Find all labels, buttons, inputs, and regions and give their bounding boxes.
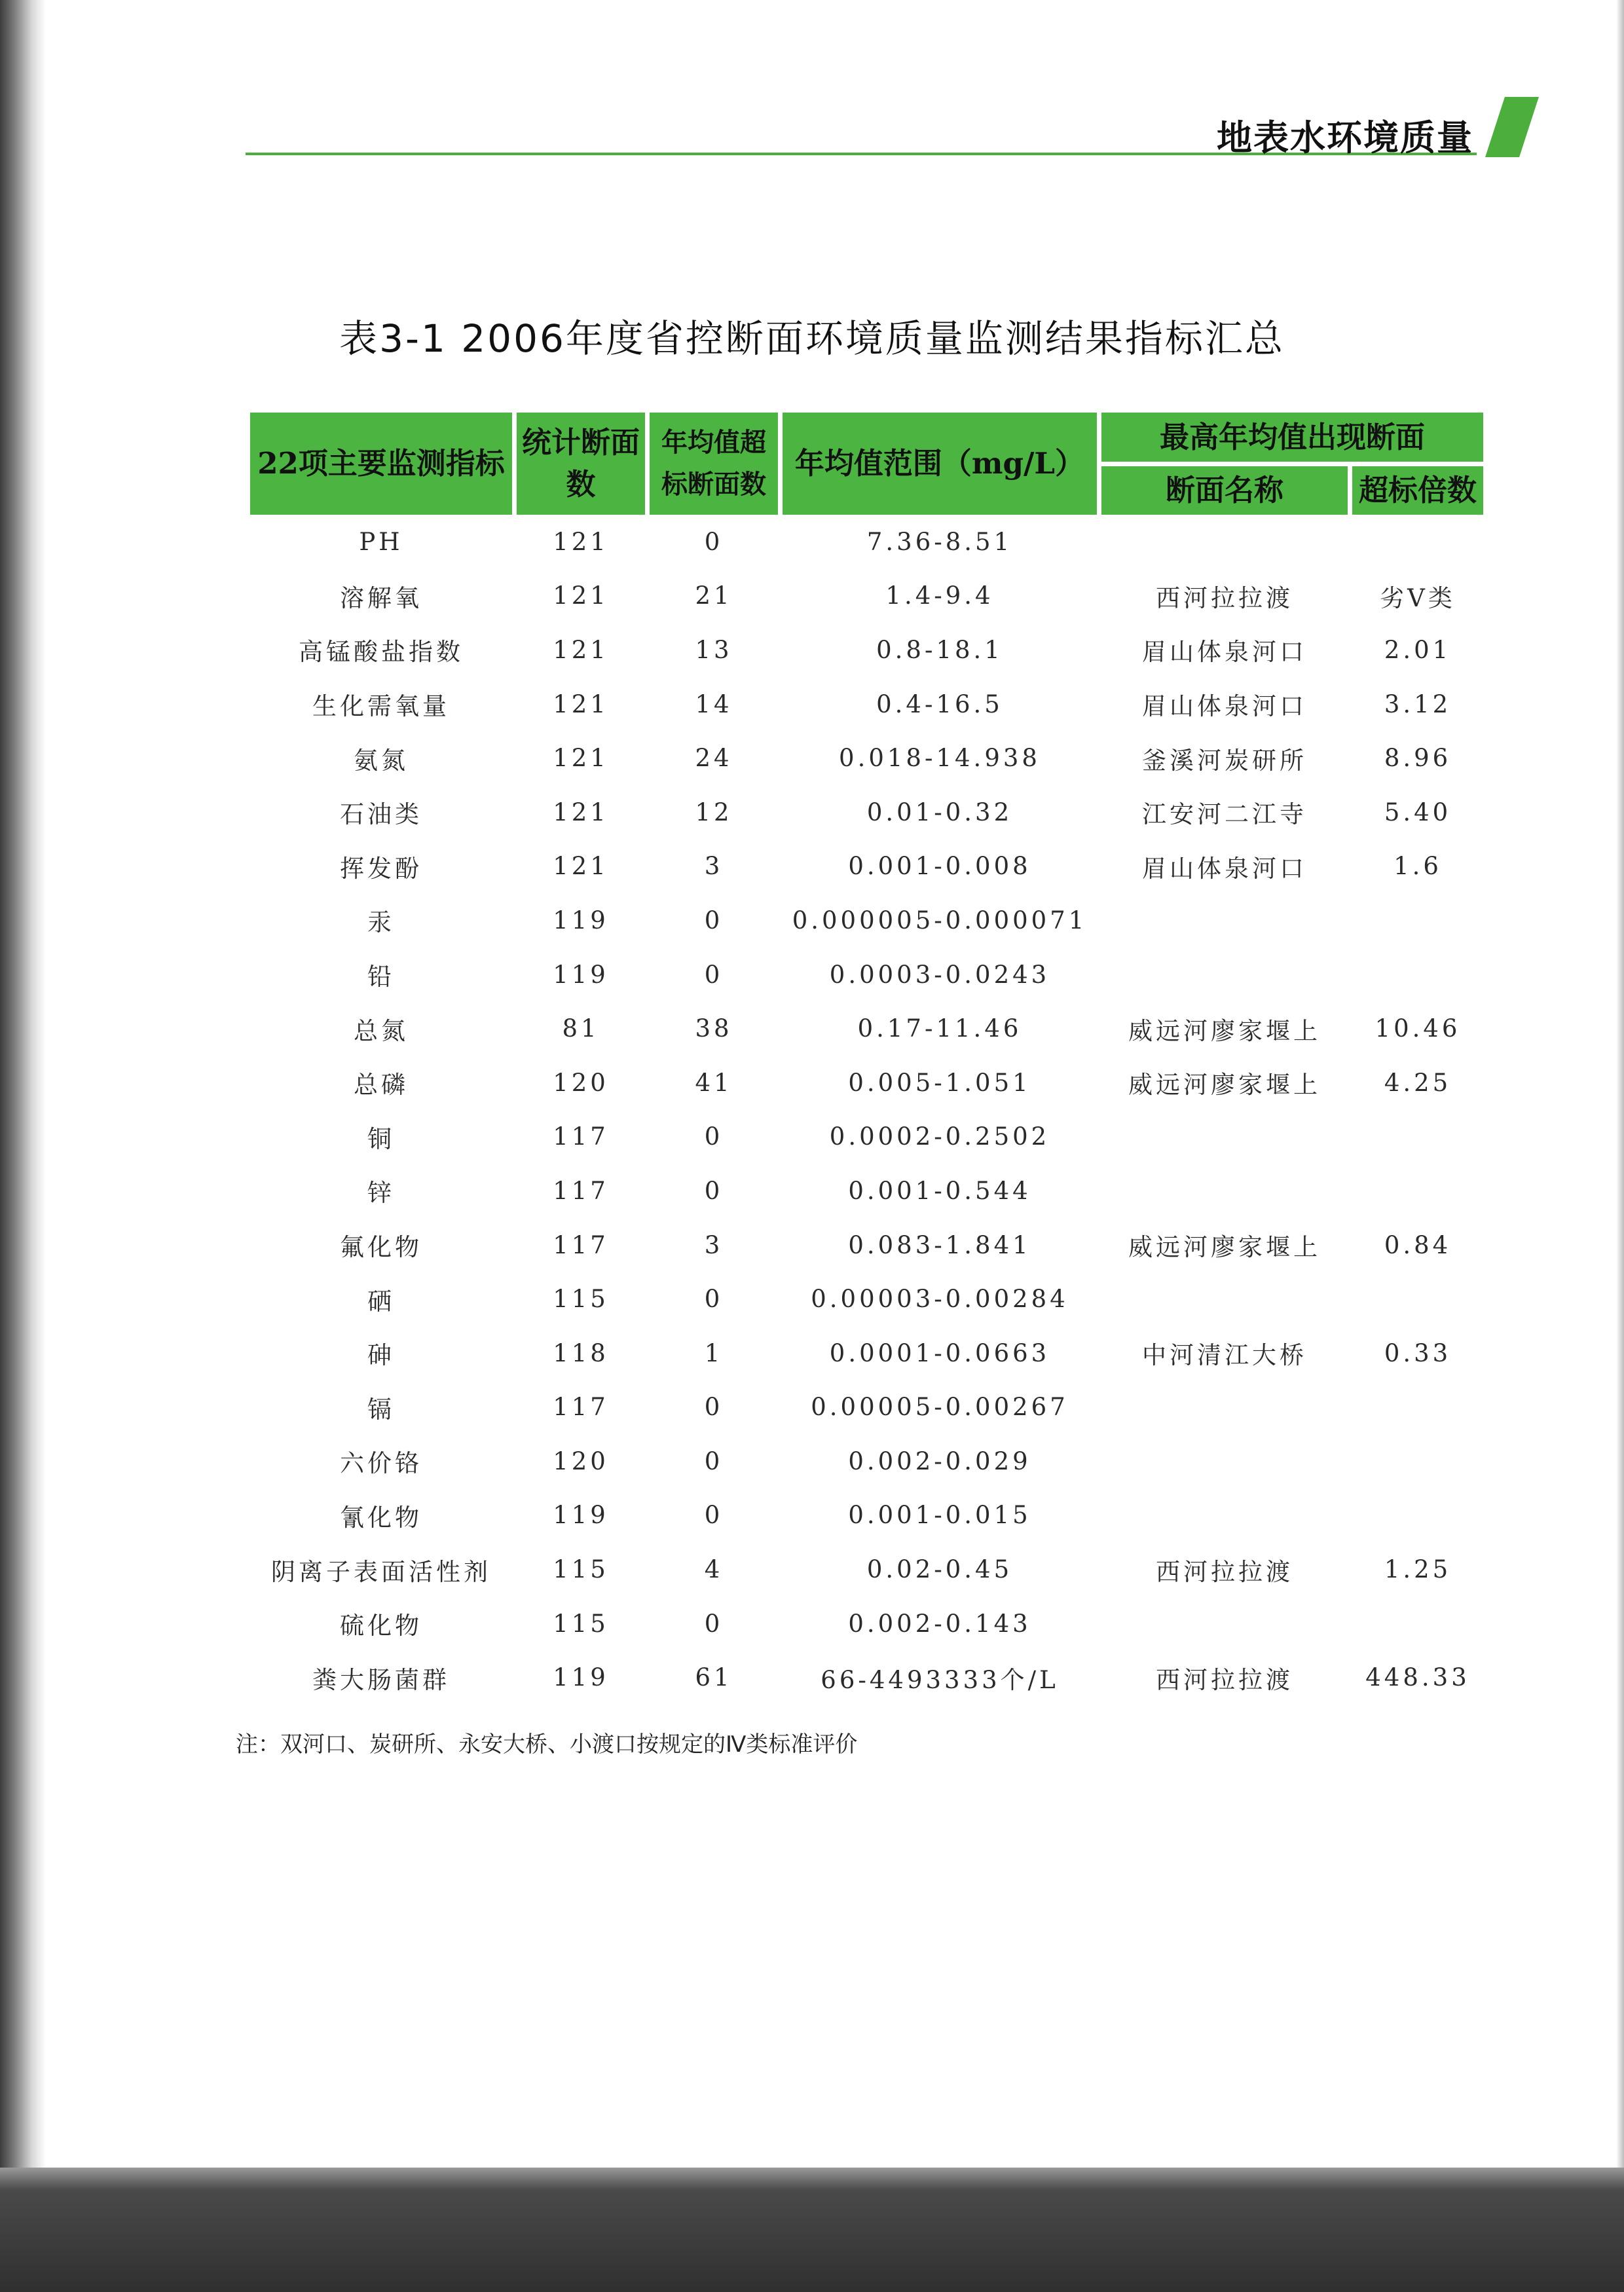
cell-exceed: 0 — [704, 527, 724, 556]
cell-exceed: 4 — [704, 1555, 724, 1584]
cell-range: 0.002-0.029 — [848, 1447, 1031, 1475]
cell-range: 0.0001-0.0663 — [829, 1339, 1050, 1367]
cell-site: 威远河廖家堰上 — [1128, 1016, 1321, 1045]
cell-range: 0.0003-0.0243 — [829, 960, 1050, 989]
cell-count: 115 — [553, 1555, 609, 1584]
cell-indicator: 阴离子表面活性剂 — [271, 1557, 491, 1586]
cell-indicator: 生化需氧量 — [312, 692, 450, 721]
cell-multiple — [1352, 1164, 1483, 1218]
table-row — [250, 1488, 1483, 1543]
cell-multiple — [1352, 515, 1483, 569]
cell-multiple — [1352, 1272, 1483, 1326]
cell-count: 121 — [553, 690, 609, 718]
cell-range: 0.018-14.938 — [839, 744, 1041, 773]
cell-exceed: 0 — [704, 1285, 724, 1314]
cell-site: 眉山体泉河口 — [1142, 638, 1307, 667]
cell-range: 0.17-11.46 — [857, 1014, 1022, 1043]
cell-multiple: 2.01 — [1384, 635, 1452, 664]
table-row — [250, 1542, 1483, 1597]
cell-count: 115 — [553, 1285, 609, 1314]
table-row — [250, 1164, 1483, 1218]
cell-count: 119 — [553, 906, 609, 934]
scan-bottom-shadow — [0, 2168, 1624, 2292]
cell-multiple: 448.33 — [1365, 1663, 1470, 1692]
cell-count: 115 — [553, 1609, 609, 1638]
table-row — [250, 1056, 1483, 1110]
table-row — [250, 1001, 1483, 1056]
table-row — [250, 731, 1483, 785]
table-row — [250, 1326, 1483, 1380]
cell-indicator: 氰化物 — [340, 1503, 422, 1532]
cell-indicator: 粪大肠菌群 — [312, 1665, 450, 1694]
cell-range: 66-4493333个/L — [821, 1665, 1059, 1694]
cell-indicator: 砷 — [367, 1341, 395, 1370]
cell-range: 0.083-1.841 — [848, 1230, 1031, 1259]
cell-multiple — [1352, 1380, 1483, 1435]
cell-count: 121 — [553, 635, 609, 664]
cell-count: 121 — [553, 798, 609, 826]
cell-count: 119 — [553, 1501, 609, 1530]
cell-count: 121 — [553, 744, 609, 773]
cell-indicator: 高锰酸盐指数 — [299, 638, 464, 667]
cell-exceed: 3 — [704, 1230, 724, 1259]
cell-site — [1101, 1434, 1348, 1488]
table-body — [250, 515, 1483, 1705]
cell-range: 0.005-1.051 — [848, 1068, 1031, 1097]
cell-count: 117 — [553, 1122, 609, 1151]
table-row — [250, 569, 1483, 623]
cell-multiple: 劣V类 — [1380, 583, 1456, 612]
cell-exceed: 61 — [695, 1663, 733, 1692]
table-row — [250, 948, 1483, 1002]
cell-indicator: 硫化物 — [340, 1612, 422, 1640]
cell-count: 117 — [553, 1176, 609, 1205]
cell-exceed: 14 — [695, 690, 733, 718]
header-count: 统计断面数 — [517, 413, 645, 515]
cell-site: 中河清江大桥 — [1142, 1341, 1307, 1370]
cell-site: 西河拉拉渡 — [1156, 583, 1293, 612]
table-row — [250, 623, 1483, 677]
cell-multiple: 1.25 — [1384, 1555, 1452, 1584]
table-title: 表3-1 2006年度省控断面环境质量监测结果指标汇总 — [339, 316, 1285, 361]
cell-exceed: 0 — [704, 1447, 724, 1475]
cell-exceed: 0 — [704, 960, 724, 989]
cell-range: 0.4-16.5 — [876, 690, 1003, 718]
cell-exceed: 0 — [704, 1122, 724, 1151]
cell-multiple — [1352, 948, 1483, 1002]
cell-count: 121 — [553, 527, 609, 556]
cell-indicator: 石油类 — [340, 800, 422, 829]
cell-indicator: 汞 — [367, 908, 395, 937]
cell-count: 119 — [553, 960, 609, 989]
header-site: 断面名称 — [1101, 462, 1348, 515]
cell-multiple: 8.96 — [1384, 744, 1452, 773]
cell-range: 0.001-0.544 — [848, 1176, 1031, 1205]
cell-exceed: 3 — [704, 852, 724, 881]
cell-site — [1101, 1597, 1348, 1651]
header-indicator: 22项主要监测指标 — [250, 413, 512, 515]
cell-count: 117 — [553, 1393, 609, 1422]
cell-multiple: 0.84 — [1384, 1230, 1452, 1259]
cell-site — [1101, 893, 1348, 948]
cell-exceed: 0 — [704, 906, 724, 934]
cell-multiple: 4.25 — [1384, 1068, 1452, 1097]
cell-multiple: 5.40 — [1384, 798, 1452, 826]
cell-range: 0.0002-0.2502 — [829, 1122, 1050, 1151]
cell-count: 121 — [553, 582, 609, 610]
cell-range: 0.00005-0.00267 — [811, 1393, 1069, 1422]
header-exceed: 年均值超标断面数 — [650, 413, 778, 515]
cell-count: 121 — [553, 852, 609, 881]
header-multiple: 超标倍数 — [1352, 462, 1483, 515]
cell-multiple: 1.6 — [1393, 852, 1442, 881]
cell-exceed: 0 — [704, 1501, 724, 1530]
cell-site — [1101, 1272, 1348, 1326]
cell-site — [1101, 948, 1348, 1002]
cell-indicator: 镉 — [367, 1395, 395, 1424]
cell-indicator: 氨氮 — [354, 746, 409, 775]
cell-site: 眉山体泉河口 — [1142, 854, 1307, 883]
cell-exceed: 0 — [704, 1176, 724, 1205]
cell-exceed: 24 — [695, 744, 733, 773]
cell-site: 江安河二江寺 — [1142, 800, 1307, 829]
cell-site — [1101, 1488, 1348, 1543]
cell-range: 0.01-0.32 — [866, 798, 1013, 826]
cell-site — [1101, 515, 1348, 569]
cell-multiple — [1352, 1488, 1483, 1543]
cell-range: 0.000005-0.000071 — [792, 906, 1088, 934]
cell-indicator: 溶解氧 — [340, 583, 422, 612]
cell-exceed: 38 — [695, 1014, 733, 1043]
cell-range: 0.001-0.015 — [848, 1501, 1031, 1530]
cell-exceed: 1 — [704, 1339, 724, 1367]
cell-site: 西河拉拉渡 — [1156, 1557, 1293, 1586]
cell-range: 0.02-0.45 — [866, 1555, 1013, 1584]
table-row — [250, 1218, 1483, 1272]
cell-exceed: 12 — [695, 798, 733, 826]
table-note: 注：双河口、炭研所、永安大桥、小渡口按规定的Ⅳ类标准评价 — [236, 1731, 858, 1758]
cell-indicator: 锌 — [367, 1179, 395, 1208]
cell-range: 0.002-0.143 — [848, 1609, 1031, 1638]
table-row — [250, 677, 1483, 731]
cell-multiple: 0.33 — [1384, 1339, 1452, 1367]
table-row — [250, 515, 1483, 569]
table-row — [250, 785, 1483, 840]
table-row — [250, 1110, 1483, 1164]
cell-site — [1101, 1380, 1348, 1435]
cell-multiple — [1352, 1434, 1483, 1488]
cell-site: 釜溪河炭研所 — [1142, 746, 1307, 775]
cell-multiple: 10.46 — [1375, 1014, 1461, 1043]
cell-count: 117 — [553, 1230, 609, 1259]
table-row — [250, 893, 1483, 948]
table-row — [250, 1272, 1483, 1326]
cell-indicator: 铅 — [367, 963, 395, 991]
monitoring-results-table — [246, 413, 1488, 1705]
cell-range: 1.4-9.4 — [885, 582, 994, 610]
cell-site: 西河拉拉渡 — [1156, 1665, 1293, 1694]
header-accent-slash — [1485, 97, 1539, 157]
cell-multiple — [1352, 1110, 1483, 1164]
cell-exceed: 0 — [704, 1609, 724, 1638]
cell-range: 0.001-0.008 — [848, 852, 1031, 881]
cell-exceed: 0 — [704, 1393, 724, 1422]
cell-count: 118 — [553, 1339, 609, 1367]
cell-indicator: 总氮 — [354, 1016, 409, 1045]
cell-range: 7.36-8.51 — [866, 527, 1013, 556]
table-row — [250, 1597, 1483, 1651]
cell-indicator: 六价铬 — [340, 1449, 422, 1478]
cell-site: 眉山体泉河口 — [1142, 692, 1307, 721]
cell-site: 威远河廖家堰上 — [1128, 1233, 1321, 1262]
cell-multiple — [1352, 893, 1483, 948]
cell-range: 0.8-18.1 — [876, 635, 1003, 664]
table-row — [250, 1434, 1483, 1488]
cell-indicator: 氟化物 — [340, 1233, 422, 1262]
cell-multiple: 3.12 — [1384, 690, 1452, 718]
table-row — [250, 840, 1483, 894]
cell-indicator: 硒 — [367, 1287, 395, 1316]
header-highest: 最高年均值出现断面 — [1101, 413, 1483, 462]
cell-range: 0.00003-0.00284 — [811, 1285, 1069, 1314]
cell-count: 120 — [553, 1068, 609, 1097]
cell-site: 威远河廖家堰上 — [1128, 1071, 1321, 1100]
cell-multiple — [1352, 1597, 1483, 1651]
cell-exceed: 41 — [695, 1068, 733, 1097]
table-row — [250, 1650, 1483, 1705]
cell-indicator: PH — [359, 527, 403, 556]
cell-exceed: 13 — [695, 635, 733, 664]
cell-count: 120 — [553, 1447, 609, 1475]
cell-indicator: 总磷 — [354, 1071, 409, 1100]
table-row — [250, 1380, 1483, 1435]
cell-site — [1101, 1164, 1348, 1218]
cell-site — [1101, 1110, 1348, 1164]
header-range: 年均值范围（mg/L） — [783, 413, 1097, 515]
cell-indicator: 铜 — [367, 1124, 395, 1153]
section-title: 地表水环境质量 — [1217, 117, 1473, 158]
cell-count: 81 — [562, 1014, 600, 1043]
cell-exceed: 21 — [695, 582, 733, 610]
cell-indicator: 挥发酚 — [340, 854, 422, 883]
cell-count: 119 — [553, 1663, 609, 1692]
